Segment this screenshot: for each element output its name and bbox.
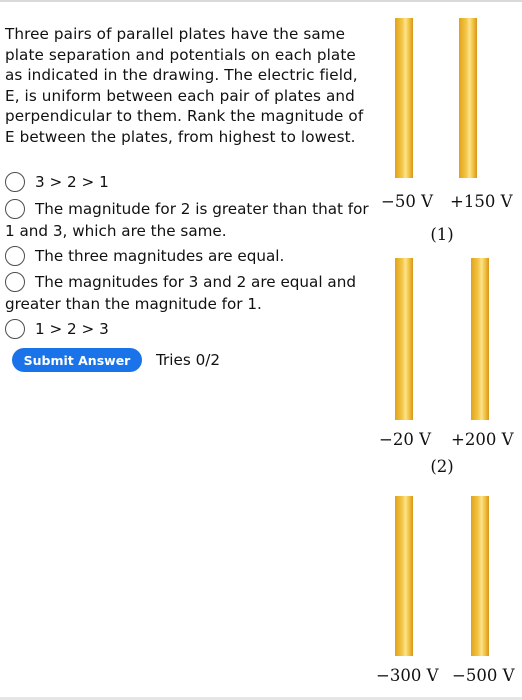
top-divider — [0, 0, 522, 2]
option-label: The magnitudes for 3 and 2 are equal and greater than the magnitude for 1. — [5, 273, 356, 313]
radio-button[interactable] — [5, 272, 25, 292]
potential-label-left-2: −20 V — [379, 430, 431, 449]
plate-left-1 — [395, 18, 413, 178]
answer-option-3[interactable] — [5, 245, 380, 267]
submit-answer-button[interactable]: Submit Answer — [12, 348, 142, 372]
potential-label-right-2: +200 V — [451, 430, 514, 449]
plate-left-2 — [395, 258, 413, 420]
potential-label-left-3: −300 V — [376, 666, 439, 685]
potential-label-left-1: −50 V — [381, 192, 433, 211]
answer-option-4[interactable] — [5, 271, 380, 315]
plate-right-2 — [471, 258, 489, 420]
option-label: 1 > 2 > 3 — [35, 320, 109, 338]
question-block — [5, 24, 377, 148]
tries-counter: Tries 0/2 — [156, 351, 221, 369]
radio-button[interactable] — [5, 172, 25, 192]
radio-button[interactable] — [5, 319, 25, 339]
pair-label-1: (1) — [430, 225, 454, 244]
plate-left-3 — [395, 496, 413, 656]
plate-right-3 — [471, 496, 489, 656]
option-label: The magnitude for 2 is greater than that for 1 and 3, which are the same. — [5, 200, 369, 240]
plate-right-1 — [459, 18, 477, 178]
answer-option-2[interactable] — [5, 198, 380, 242]
radio-button[interactable] — [5, 246, 25, 266]
pair-label-2: (2) — [430, 457, 454, 476]
option-label: 3 > 2 > 1 — [35, 173, 109, 191]
potential-label-right-3: −500 V — [452, 666, 515, 685]
radio-button[interactable] — [5, 199, 25, 219]
question-text: Three pairs of parallel plates have the same plate separation and potentials on each plate as indicated in the drawing. The electric field, E, is uniform between each pair of plates and perpendicular to them. Rank the magnitude of E between the plates, from highest to lowest. — [5, 25, 364, 146]
answer-option-1[interactable] — [5, 171, 380, 193]
answer-option-5[interactable] — [5, 318, 380, 340]
potential-label-right-1: +150 V — [450, 192, 513, 211]
option-label: The three magnitudes are equal. — [35, 247, 285, 265]
